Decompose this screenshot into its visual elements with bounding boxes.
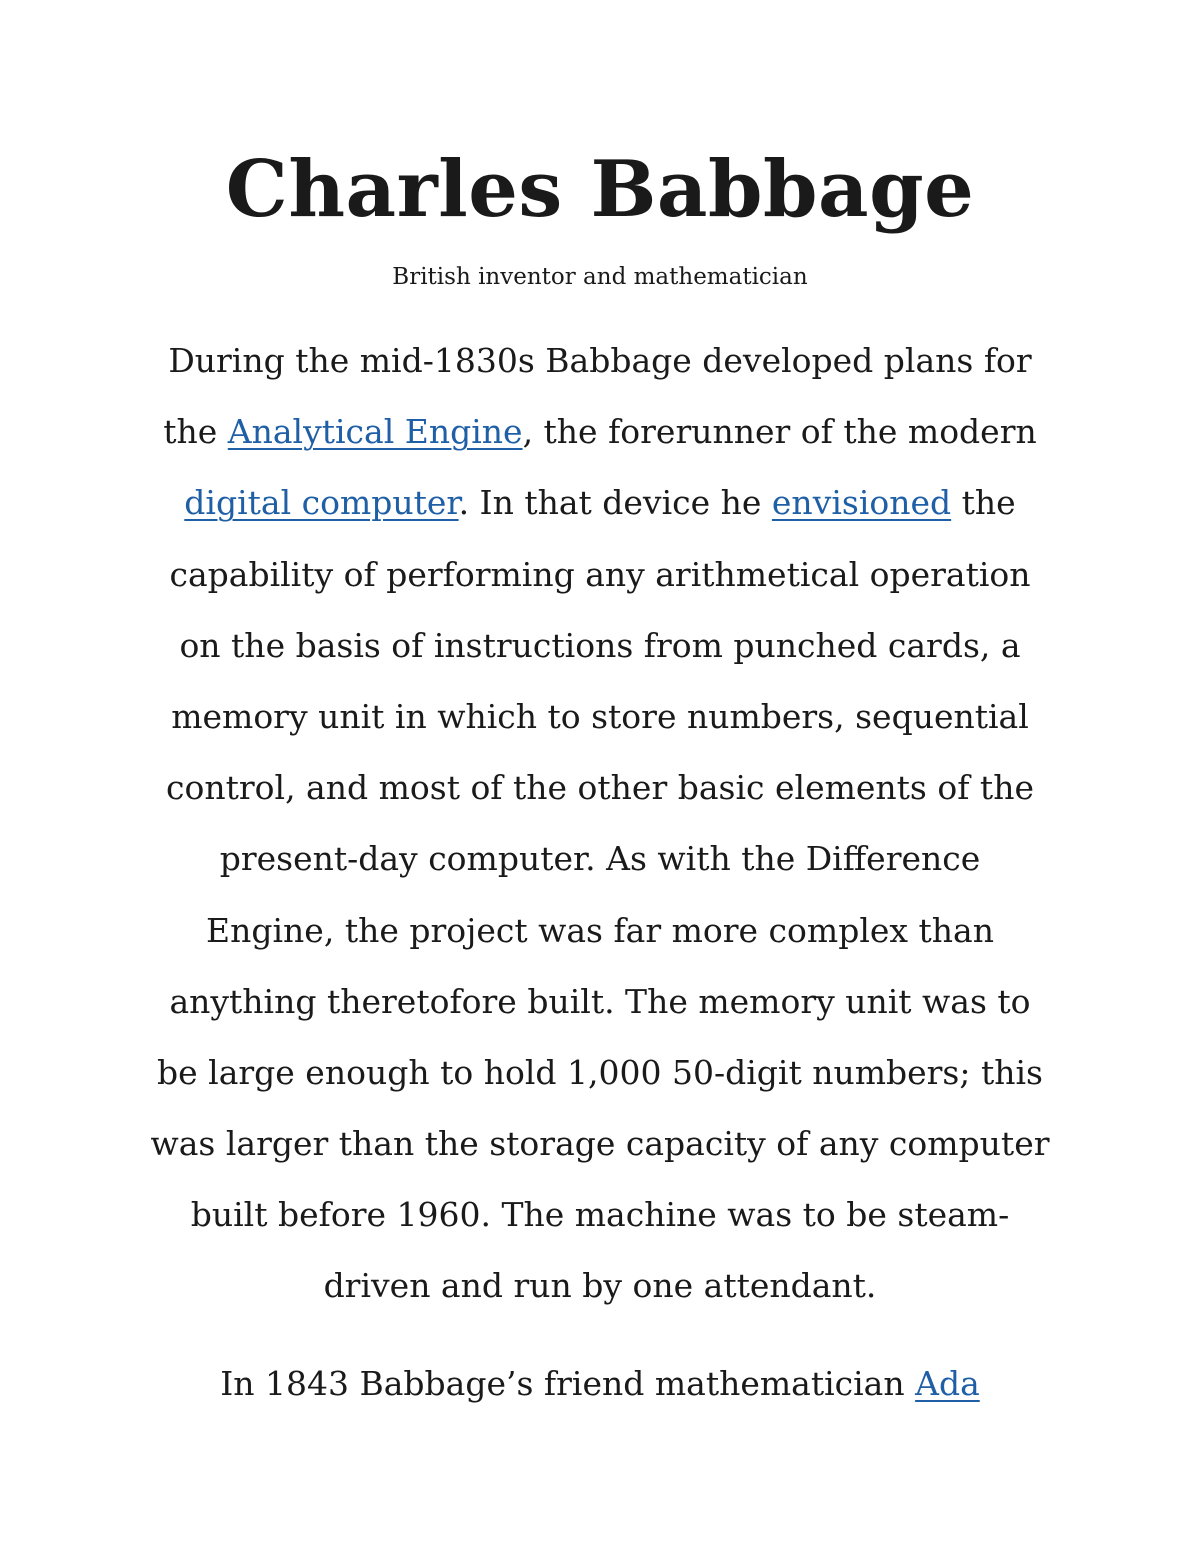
text-line [140,966,1060,1037]
text-span: Engine, the project was far more complex than [206,910,994,950]
text-span: . In that device he [458,483,772,523]
text-span: capability of performing any arithmetical operation [169,554,1031,594]
text-line [140,1037,1060,1108]
text-span: driven and run by one attendant. [323,1266,877,1306]
text-line [140,1179,1060,1250]
text-span: memory unit in which to store numbers, sequential [171,696,1029,736]
envisioned-link[interactable]: envisioned [771,483,952,523]
paragraph-ada [140,1348,1060,1419]
text-line [140,325,1060,396]
ada-link[interactable]: Ada [915,1364,980,1403]
text-span: , the forerunner of the modern [522,412,1037,452]
text-line [140,1250,1060,1321]
paragraph-analytical-engine [140,325,1060,1322]
text-span: During the mid-1830s Babbage developed plans for [168,341,1032,380]
text-line [140,467,1060,538]
text-span: was larger than the storage capacity of any computer [150,1124,1050,1164]
text-line [140,396,1060,467]
text-span: In 1843 Babbage’s friend mathematician [220,1364,916,1403]
text-line [140,681,1060,752]
page-title: Charles Babbage [225,144,975,235]
digital-computer-link[interactable]: digital computer [184,483,459,523]
text-line [140,752,1060,823]
text-span: built before 1960. The machine was to be steam- [190,1195,1010,1235]
text-line [140,1348,1060,1419]
text-line [140,823,1060,894]
text-span: present-day computer. As with the Difference [219,839,981,879]
text-span: the [951,483,1016,523]
text-span: be large enough to hold 1,000 50-digit numbers; this [157,1052,1043,1092]
text-line [140,895,1060,966]
text-span: on the basis of instructions from punched cards, a [179,625,1021,665]
text-line [140,610,1060,681]
text-span: anything theretofore built. The memory unit was to [169,981,1031,1021]
text-span: the [163,412,228,452]
analytical-engine-link[interactable]: Analytical Engine [227,412,523,452]
page-subtitle: British inventor and mathematician [392,264,808,290]
text-line [140,539,1060,610]
text-line [140,1108,1060,1179]
text-span: control, and most of the other basic elements of the [166,768,1034,808]
